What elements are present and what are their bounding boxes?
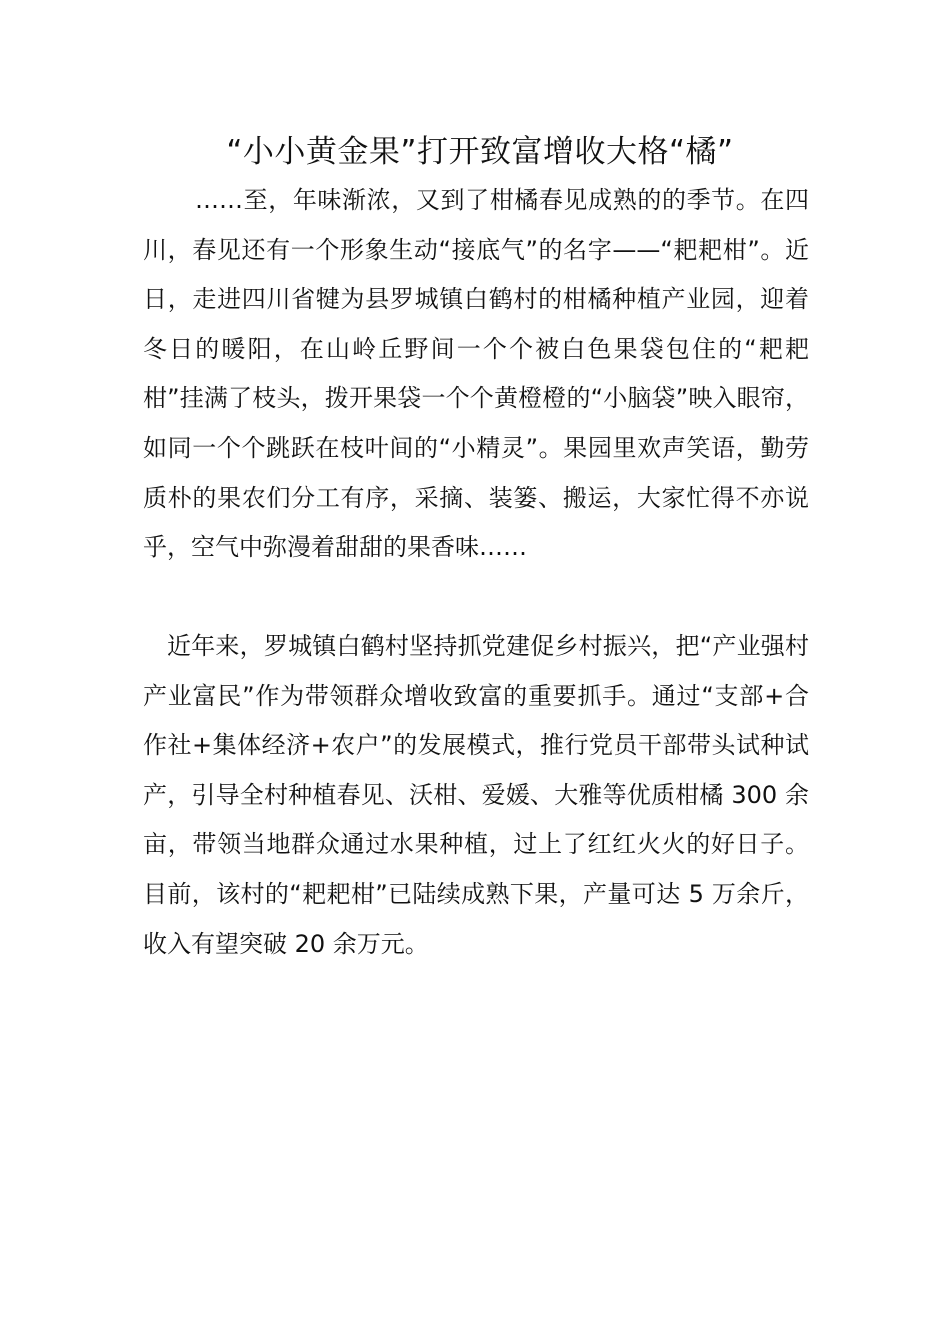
article-title: “小小黄金果”打开致富增收大格“橘”	[226, 134, 734, 170]
article-paragraph-1: ……至，年味渐浓，又到了柑橘春见成熟的的季节。在四川，春见还有一个形象生动“接底气”的名字——“耙耙柑”。近日，走进四川省犍为县罗城镇白鹤村的柑橘种植产业园，迎着冬日的暖阳，在山岭丘野间一个个被白色果袋包住的“耙耙柑”挂满了枝头，拨开果袋一个个黄橙橙的“小脑袋”映入眼帘，如同一个个跳跃在枝叶间的“小精灵”。果园里欢声笑语，勤劳质朴的果农们分工有序，采摘、装篓、搬运，大家忙得不亦说乎，空气中弥漫着甜甜的果香味……	[143, 186, 809, 562]
article-paragraph-2: 近年来，罗城镇白鹤村坚持抓党建促乡村振兴，把“产业强村 产业富民”作为带领群众增收致富的重要抓手。通过“支部+合作社+集体经济+农户”的发展模式，推行党员干部带头试种试产，引导全村种植春见、沃柑、爱媛、大雅等优质柑橘 300 余亩，带领当地群众通过水果种植，过上了红红火火的好日子。目前，该村的“耙耙柑”已陆续成熟下果，产量可达 5 万余斤，收入有望突破 20 余万元。	[143, 632, 809, 958]
